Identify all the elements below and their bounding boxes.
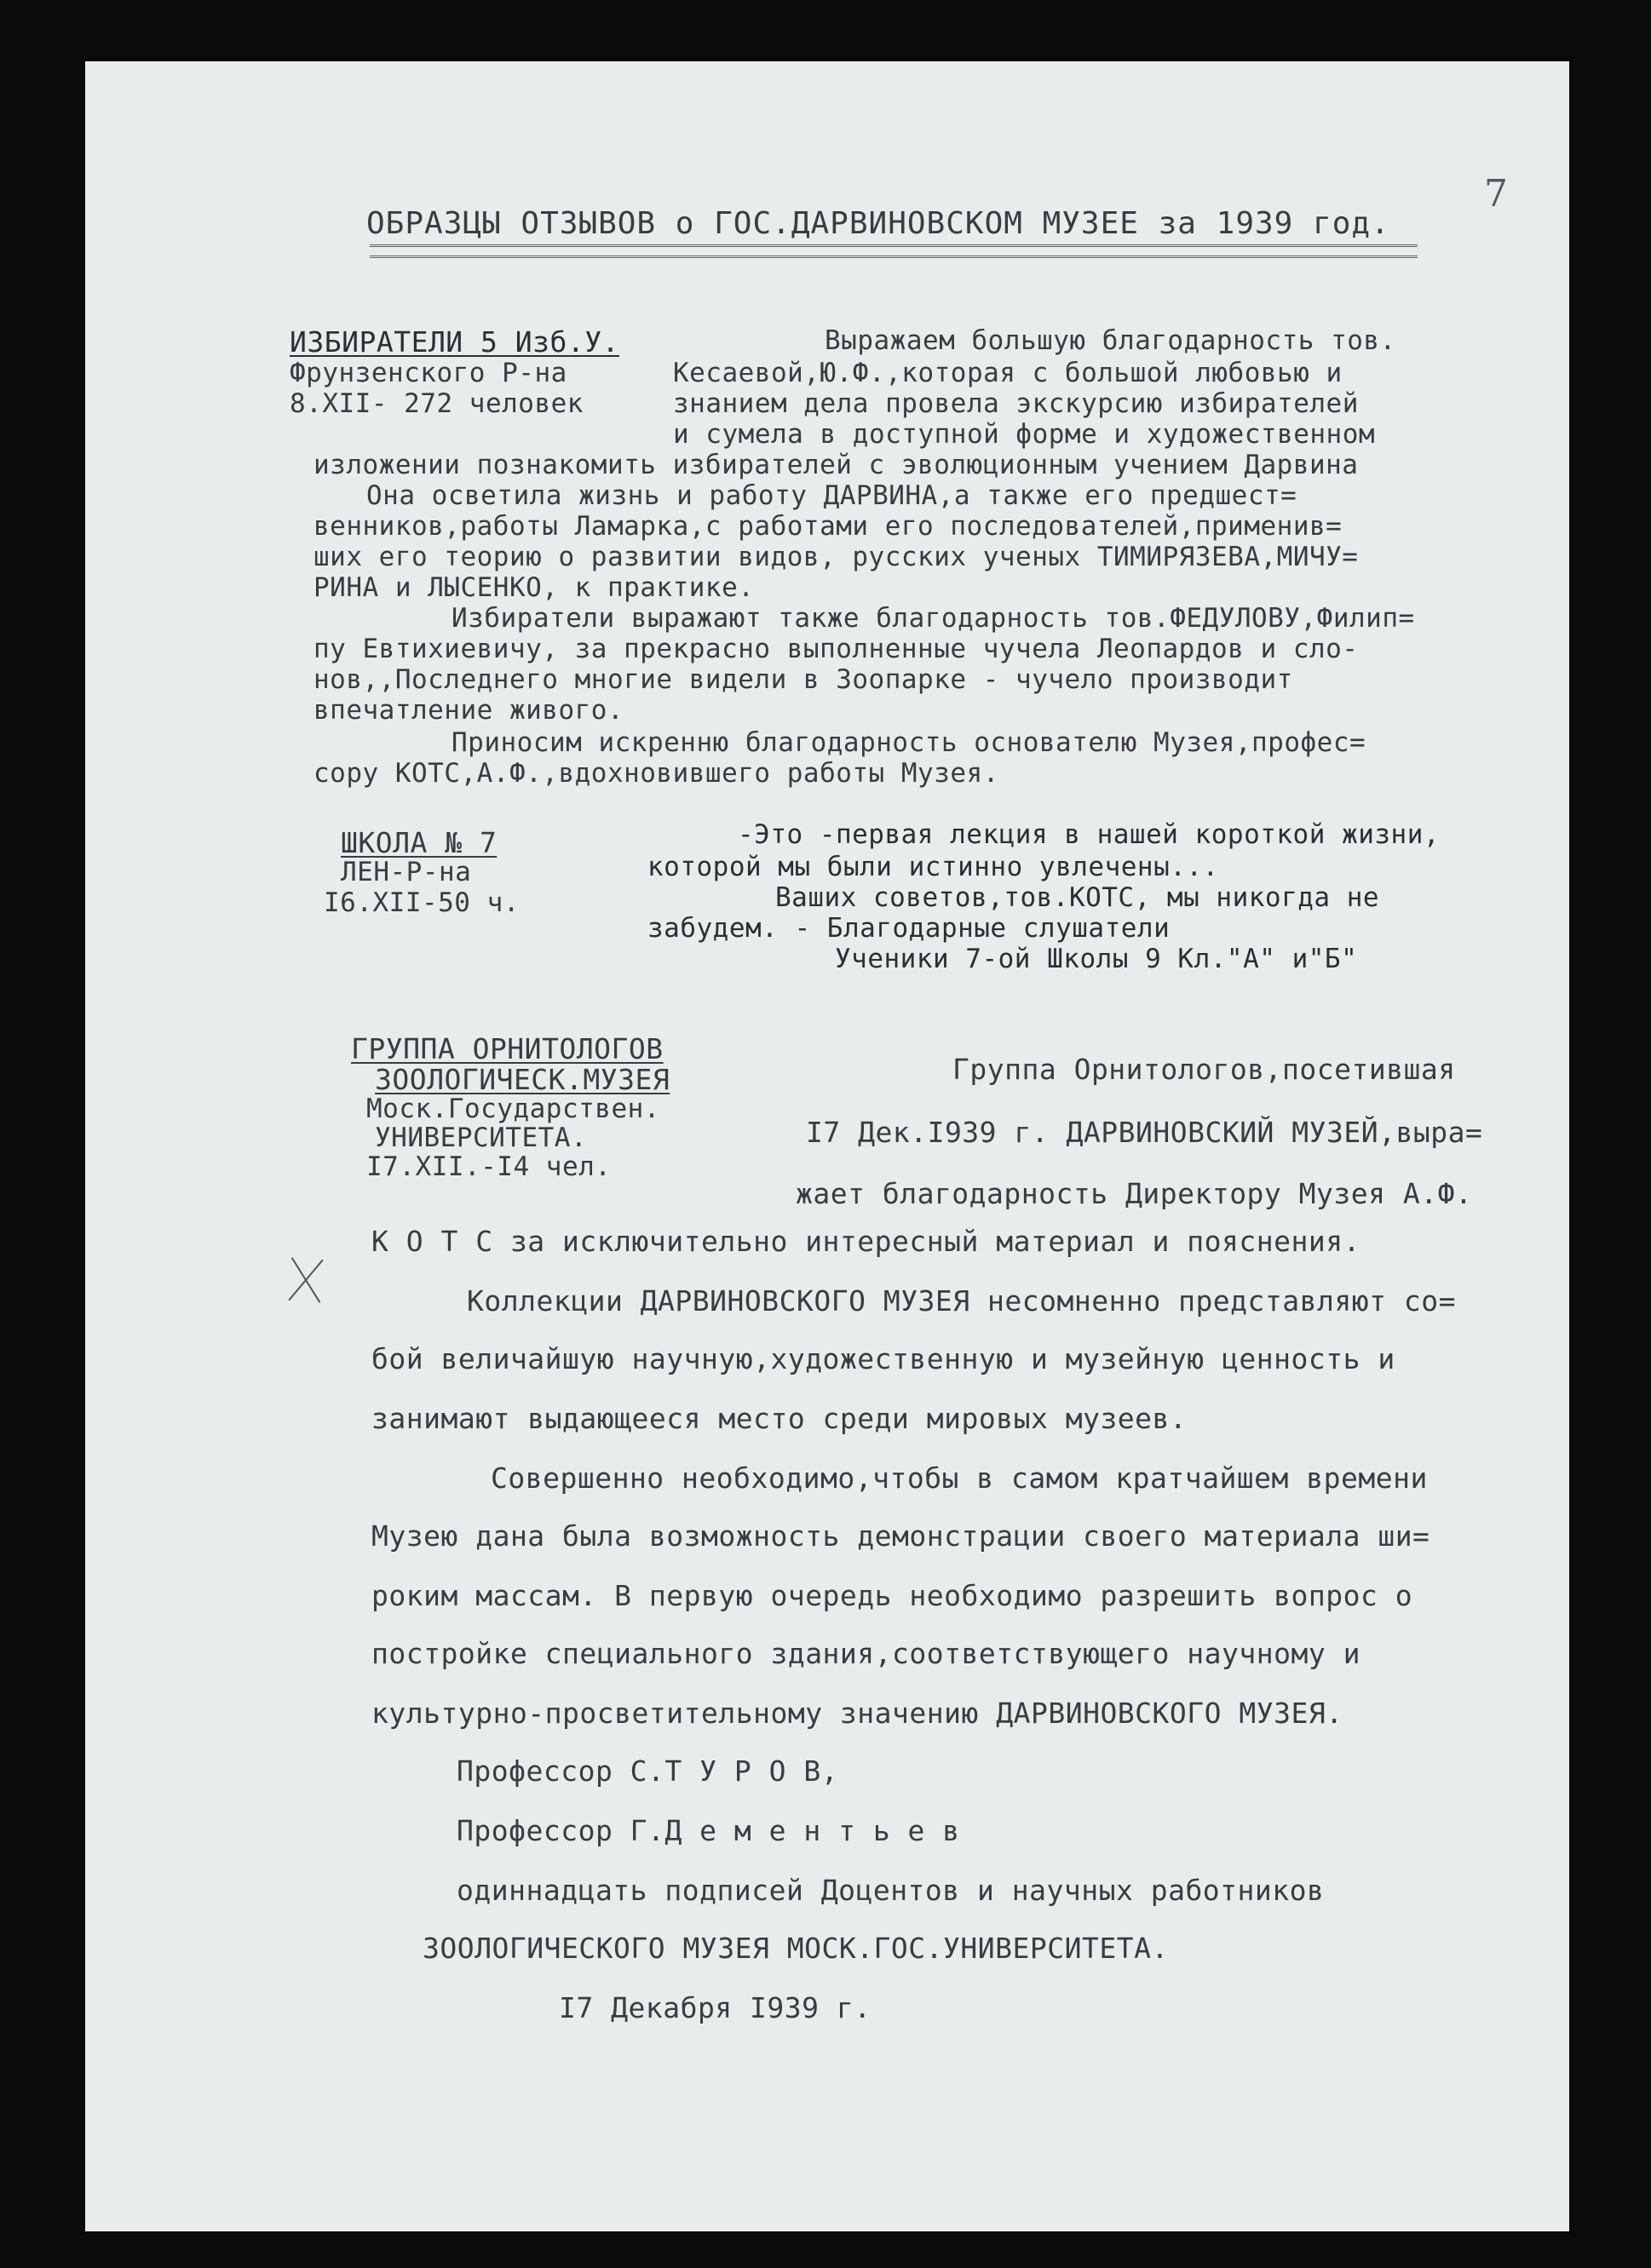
review2-line: которой мы были истинно увлечены... — [647, 852, 1219, 882]
review1-line: Она осветила жизнь и работу ДАРВИНА,а также его предшест= — [366, 480, 1297, 511]
review3-header-line: ГРУППА ОРНИТОЛОГОВ — [351, 1032, 664, 1065]
review2-header-line: ШКОЛА № 7 — [341, 826, 498, 859]
review1-line: Выражаем большую благодарность тов. — [825, 325, 1396, 356]
review1-header-line: 8.XII- 272 человек — [290, 388, 584, 419]
signature-line: ЗООЛОГИЧЕСКОГО МУЗЕЯ МОСК.ГОС.УНИВЕРСИТЕТА. — [423, 1932, 1169, 1965]
document-date: I7 Декабря I939 г. — [559, 1991, 872, 2024]
review1-line: Кесаевой,Ю.Ф.,которая с большой любовью и — [673, 358, 1343, 388]
review3-line: I7 Дек.I939 г. ДАРВИНОВСКИЙ МУЗЕЙ,выра= — [806, 1116, 1483, 1149]
review1-header-line: Фрунзенского Р-на — [290, 358, 567, 388]
review2-header-line: I6.XII-50 ч. — [324, 887, 520, 918]
title-underline — [370, 244, 1418, 258]
review3-header-line: УНИВЕРСИТЕТА. — [375, 1123, 588, 1153]
review1-header-line: ИЗБИРАТЕЛИ 5 Изб.У. — [290, 325, 619, 359]
review1-line: впечатление живого. — [314, 695, 624, 726]
review1-line: изложении познакомить избирателей с эволюционным учением Дарвина — [314, 450, 1359, 480]
review3-header-line: ЗООЛОГИЧЕСК.МУЗЕЯ — [375, 1063, 670, 1096]
review2-line: -Это -первая лекция в нашей короткой жизни, — [738, 819, 1441, 850]
review1-line: Приносим искренню благодарность основателю Музея,профес= — [452, 727, 1366, 758]
review1-line: сору КОТС,А.Ф.,вдохновившего работы Музея. — [314, 758, 999, 789]
review3-line: Совершенно необходимо,чтобы в самом кратчайшем времени — [491, 1461, 1428, 1495]
document-page — [85, 61, 1569, 2231]
review1-line: нов,,Последнего многие видели в Зоопарке - чучело производит — [314, 664, 1293, 695]
review3-line: жает благодарность Директору Музея А.Ф. — [796, 1177, 1473, 1210]
review2-header-line: ЛЕН-Р-на — [341, 857, 472, 887]
page-title: ОБРАЗЦЫ ОТЗЫВОВ о ГОС.ДАРВИНОВСКОМ МУЗЕЕ за 1939 год. — [366, 206, 1390, 241]
review2-line: Ваших советов,тов.КОТС, мы никогда не — [775, 882, 1380, 913]
review1-line: ших его теорию о развитии видов, русских ученых ТИМИРЯЗЕВА,МИЧУ= — [314, 542, 1359, 572]
review2-line: забудем. - Благодарные слушатели — [647, 913, 1171, 944]
review3-line: постройке специального здания,соответствующего научному и — [371, 1637, 1360, 1670]
review1-line: пу Евтихиевичу, за прекрасно выполненные чучела Леопардов и сло- — [314, 634, 1359, 664]
review3-header-line: I7.XII.-I4 чел. — [366, 1151, 612, 1182]
review1-line: и сумела в доступной форме и художественном — [673, 419, 1376, 450]
review3-line: Коллекции ДАРВИНОВСКОГО МУЗЕЯ несомненно представляют со= — [467, 1284, 1456, 1318]
review2-line: Ученики 7-ой Школы 9 Кл."А" и"Б" — [835, 944, 1358, 974]
review3-line: бой величайшую научную,художественную и музейную ценность и — [371, 1342, 1395, 1375]
review1-line: РИНА и ЛЫСЕНКО, к практике. — [314, 572, 755, 603]
review3-line: Музею дана была возможность демонстрации своего материала ши= — [371, 1519, 1430, 1553]
handwritten-x-mark — [281, 1254, 332, 1305]
review3-line: роким массам. В первую очередь необходимо разрешить вопрос о — [371, 1579, 1413, 1612]
review3-line: Группа Орнитологов,посетившая — [952, 1053, 1456, 1086]
page-number: 7 — [1484, 172, 1509, 215]
review3-line: занимают выдающееся место среди мировых музеев. — [371, 1402, 1188, 1435]
review1-line: Избиратели выражают также благодарность тов.ФЕДУЛОВУ,Филип= — [452, 603, 1415, 634]
signature-line: одиннадцать подписей Доцентов и научных работников — [457, 1874, 1325, 1907]
review3-line: К О Т С за исключительно интересный материал и пояснения. — [371, 1225, 1360, 1258]
review1-line: знанием дела провела экскурсию избирателей — [673, 388, 1359, 419]
signature-line: Профессор Г.Д е м е н т ь е в — [457, 1814, 960, 1847]
review3-line: культурно-просветительному значению ДАРВИНОВСКОГО МУЗЕЯ. — [371, 1697, 1343, 1730]
review1-line: венников,работы Ламарка,с работами его последователей,применив= — [314, 511, 1343, 542]
review3-header-line: Моск.Государствен. — [366, 1094, 660, 1124]
signature-line: Профессор С.Т У Р О В, — [457, 1754, 839, 1788]
